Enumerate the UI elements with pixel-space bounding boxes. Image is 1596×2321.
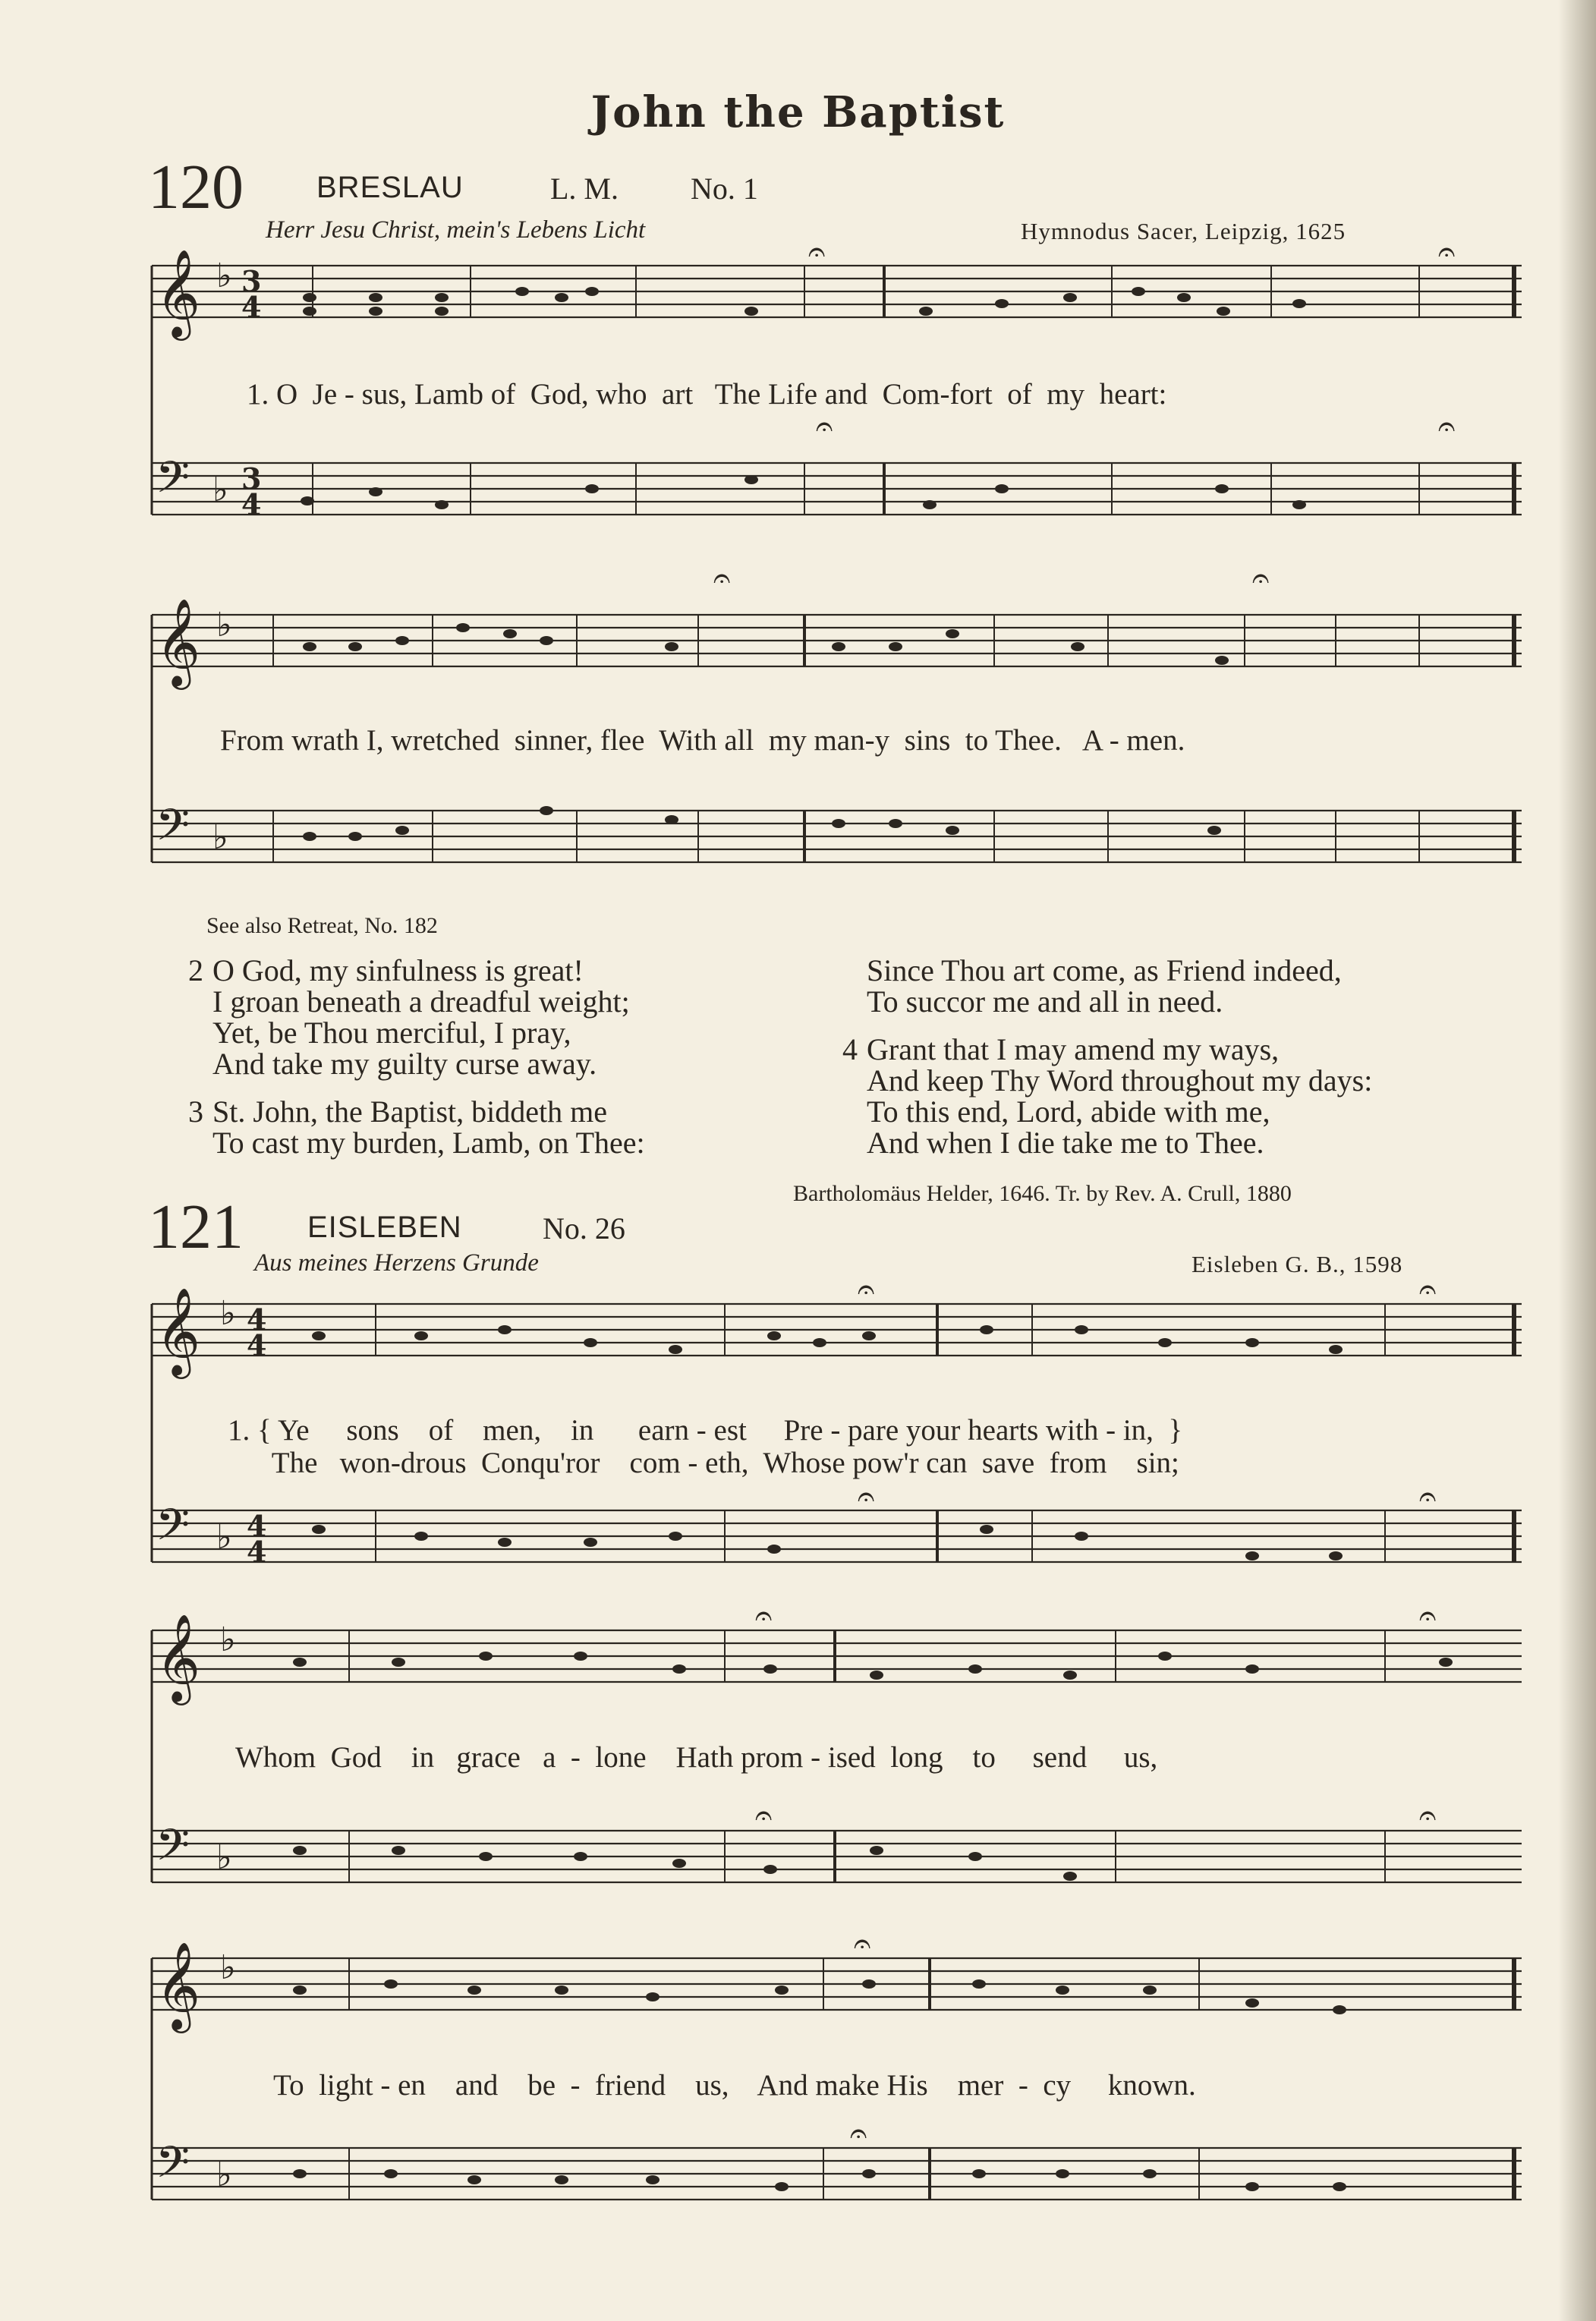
svg-text:𝄐: 𝄐 xyxy=(858,1479,875,1514)
stanza-2: 2 O God, my sinfulness is great! I groan beneath a dreadful weight; Yet, be Thou merciful, I pray, And take my guilty curse away. xyxy=(188,953,630,1081)
svg-text:♭: ♭ xyxy=(216,606,232,644)
svg-text:♭: ♭ xyxy=(220,1620,236,1659)
stanza-3: 3 St. John, the Baptist, biddeth me To cast my burden, Lamb, on Thee: xyxy=(188,1094,645,1160)
svg-text:𝄞: 𝄞 xyxy=(156,597,201,686)
svg-text:𝄐: 𝄐 xyxy=(850,2116,867,2151)
tune-number: No. 26 xyxy=(543,1211,625,1246)
svg-text:4: 4 xyxy=(247,1328,267,1362)
svg-text:♭: ♭ xyxy=(216,2156,232,2194)
original-title: Aus meines Herzens Grunde xyxy=(254,1249,539,1277)
svg-text:𝄞: 𝄞 xyxy=(156,1286,201,1375)
svg-text:𝄐: 𝄐 xyxy=(858,1272,875,1307)
svg-text:𝄢: 𝄢 xyxy=(156,1819,190,1882)
svg-text:♭: ♭ xyxy=(216,257,232,295)
svg-text:♭: ♭ xyxy=(220,1294,236,1333)
svg-text:𝄐: 𝄐 xyxy=(755,1798,773,1833)
svg-text:𝄐: 𝄐 xyxy=(1419,1479,1437,1514)
svg-text:𝄐: 𝄐 xyxy=(1438,235,1456,269)
svg-text:♭: ♭ xyxy=(212,471,228,509)
hymn-121-lyric-line-1a: 1. { Ye sons of men, in earn - est Pre - pare your hearts with - in, } xyxy=(228,1414,1183,1447)
translation-credit: Bartholomäus Helder, 1646. Tr. by Rev. A. Crull, 1880 xyxy=(793,1181,1292,1206)
svg-text:♭: ♭ xyxy=(220,1948,236,1987)
svg-text:♭: ♭ xyxy=(216,1518,232,1557)
hymn-number: 121 xyxy=(148,1192,244,1262)
svg-text:4: 4 xyxy=(247,1302,267,1337)
svg-text:𝄐: 𝄐 xyxy=(1419,1272,1437,1307)
svg-text:4: 4 xyxy=(247,1535,267,1569)
hymn-121-lyric-line-3: To light - en and be - friend us, And make His mer - cy known. xyxy=(273,2069,1196,2102)
meter: L. M. xyxy=(550,172,619,206)
hymn-120-lyric-line-2: From wrath I, wretched sinner, flee With all my man-y sins to Thee. A - men. xyxy=(220,724,1185,757)
stanza-4: 4 Grant that I may amend my ways, And keep Thy Word throughout my days: To this end, Lord, abide with me, And when I die take me to Thee. xyxy=(842,1032,1373,1160)
hymn-120-lyric-line-1: 1. O Je - sus, Lamb of God, who art The Life and Com-fort of my heart: xyxy=(247,378,1167,411)
see-also-note: See also Retreat, No. 182 xyxy=(206,913,438,938)
svg-text:♭: ♭ xyxy=(216,1838,232,1877)
svg-text:3: 3 xyxy=(241,461,262,496)
svg-text:𝄞: 𝄞 xyxy=(156,1941,201,2030)
svg-text:𝄐: 𝄐 xyxy=(1419,1798,1437,1833)
stanza-3-continued: Since Thou art come, as Friend indeed, To succor me and all in need. xyxy=(867,953,1342,1019)
tune-name: EISLEBEN xyxy=(307,1211,462,1244)
svg-text:4: 4 xyxy=(241,290,262,324)
svg-text:𝄐: 𝄐 xyxy=(808,235,826,269)
svg-text:𝄞: 𝄞 xyxy=(156,248,201,337)
svg-text:𝄞: 𝄞 xyxy=(156,1613,201,1702)
tune-name: BRESLAU xyxy=(316,171,464,204)
svg-text:𝄐: 𝄐 xyxy=(1419,1598,1437,1633)
svg-text:4: 4 xyxy=(241,487,262,521)
hymn-121-lyric-line-2: Whom God in grace a - lone Hath prom - ised long to send us, xyxy=(235,1741,1158,1774)
svg-text:𝄢: 𝄢 xyxy=(156,452,190,514)
svg-text:3: 3 xyxy=(241,264,262,298)
svg-text:♭: ♭ xyxy=(212,818,228,857)
svg-text:𝄐: 𝄐 xyxy=(854,1926,871,1961)
original-title: Herr Jesu Christ, mein's Lebens Licht xyxy=(266,216,646,244)
page-gutter-shadow xyxy=(1558,0,1596,2321)
svg-text:𝄐: 𝄐 xyxy=(1438,409,1456,444)
svg-text:𝄢: 𝄢 xyxy=(156,2137,190,2199)
hymn-number: 120 xyxy=(148,152,244,222)
svg-text:𝄢: 𝄢 xyxy=(156,1499,190,1561)
composer-credit: Eisleben G. B., 1598 xyxy=(1191,1251,1403,1277)
section-title: John the Baptist xyxy=(590,87,1006,137)
svg-text:𝄐: 𝄐 xyxy=(713,561,731,596)
svg-text:𝄐: 𝄐 xyxy=(1252,561,1270,596)
svg-text:4: 4 xyxy=(247,1509,267,1543)
svg-text:𝄐: 𝄐 xyxy=(755,1598,773,1633)
svg-text:𝄢: 𝄢 xyxy=(156,799,190,861)
hymn-121-lyric-line-1b: The won-drous Conqu'ror com - eth, Whose pow'r can save from sin; xyxy=(228,1447,1179,1479)
svg-text:𝄐: 𝄐 xyxy=(816,409,833,444)
tune-number: No. 1 xyxy=(691,172,758,206)
composer-credit: Hymnodus Sacer, Leipzig, 1625 xyxy=(1021,218,1346,244)
